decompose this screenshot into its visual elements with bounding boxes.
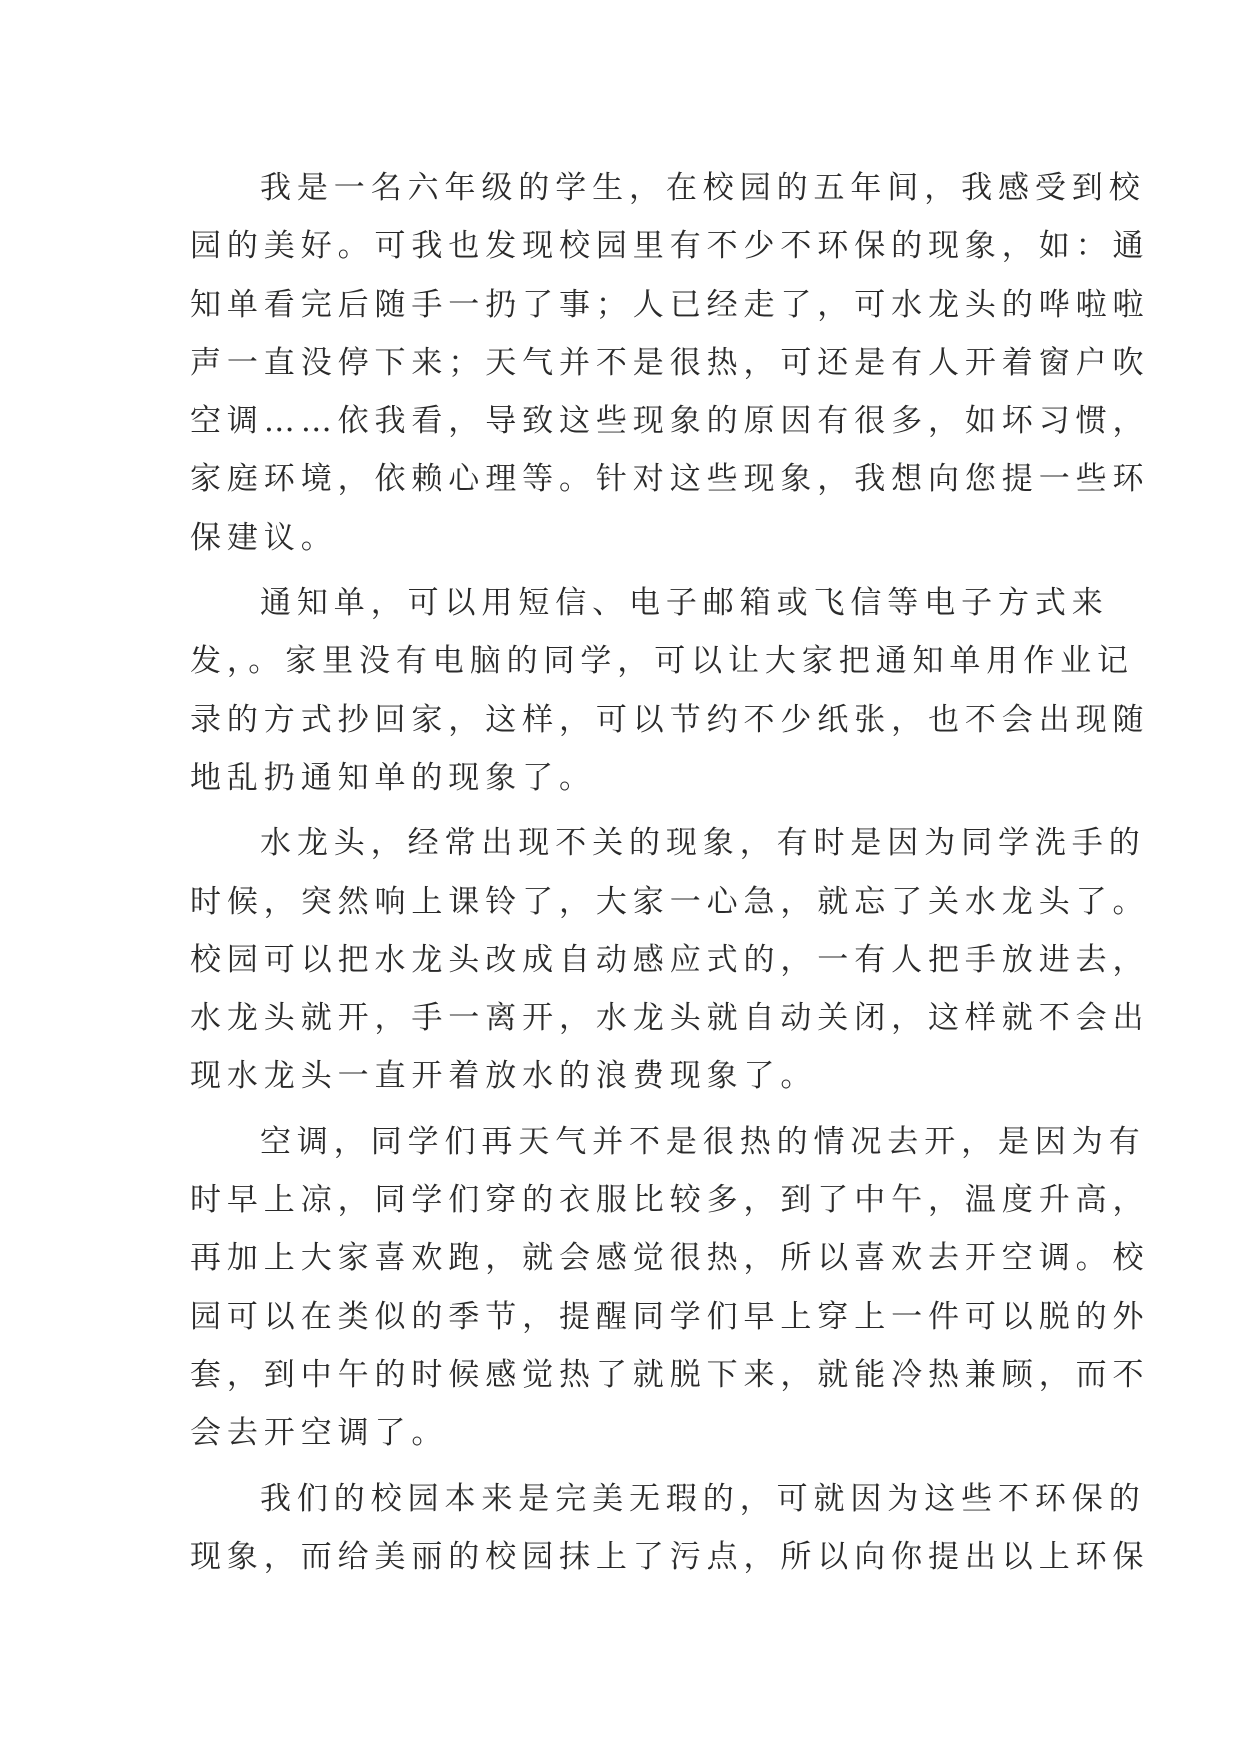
text-line: 会去开空调了。 (190, 1415, 449, 1452)
paragraph-spacing (190, 1106, 1056, 1113)
document-page (190, 159, 1150, 1586)
text-line: 校园可以把水龙头改成自动感应式的，一有人把手放进去， (190, 941, 1150, 978)
paragraph-spacing (190, 807, 1056, 814)
text-line: 空调，同学们再天气并不是很热的情况去开，是因为有 (260, 1123, 1146, 1160)
paragraph-spacing (190, 567, 1056, 574)
text-line: 录的方式抄回家，这样，可以节约不少纸张，也不会出现随 (190, 701, 1150, 738)
paragraph (190, 814, 1150, 1105)
text-line: 再加上大家喜欢跑，就会感觉很热，所以喜欢去开空调。校 (190, 1240, 1150, 1277)
text-line: 园可以在类似的季节，提醒同学们早上穿上一件可以脱的外 (190, 1298, 1150, 1335)
text-line: 发，。家里没有电脑的同学，可以让大家把通知单用作业记 (190, 643, 1134, 680)
text-line: 时早上凉，同学们穿的衣服比较多，到了中午，温度升高， (190, 1182, 1150, 1219)
text-line: 水龙头就开，手一离开，水龙头就自动关闭，这样就不会出 (190, 1000, 1150, 1037)
text-line: 空调……依我看，导致这些现象的原因有很多，如坏习惯， (190, 403, 1150, 440)
text-line: 我们的校园本来是完美无瑕的，可就因为这些不环保的 (260, 1480, 1146, 1517)
text-line: 知单看完后随手一扔了事；人已经走了，可水龙头的哗啦啦 (190, 286, 1150, 323)
text-line: 保建议。 (190, 519, 338, 556)
paragraph (190, 1470, 1150, 1587)
text-line: 现水龙头一直开着放水的浪费现象了。 (190, 1058, 818, 1095)
paragraph (190, 159, 1150, 567)
text-line: 地乱扔通知单的现象了。 (190, 759, 596, 796)
text-line: 声一直没停下来；天气并不是很热，可还是有人开着窗户吹 (190, 344, 1150, 381)
text-line: 家庭环境，依赖心理等。针对这些现象，我想向您提一些环 (190, 461, 1150, 498)
text-line: 套，到中午的时候感觉热了就脱下来，就能冷热兼顾，而不 (190, 1356, 1150, 1393)
text-line: 时候，突然响上课铃了，大家一心急，就忘了关水龙头了。 (190, 883, 1150, 920)
text-line: 通知单，可以用短信、电子邮箱或飞信等电子方式来 (260, 585, 1109, 622)
paragraph (190, 574, 1150, 807)
text-line: 现象，而给美丽的校园抹上了污点，所以向你提出以上环保 (190, 1538, 1150, 1575)
paragraph (190, 1113, 1150, 1463)
text-line: 水龙头，经常出现不关的现象，有时是因为同学洗手的 (260, 825, 1146, 862)
text-line: 我是一名六年级的学生，在校园的五年间，我感受到校 (260, 170, 1146, 206)
paragraph-spacing (190, 1463, 1056, 1470)
text-line: 园的美好。可我也发现校园里有不少不环保的现象，如：通 (190, 228, 1150, 265)
